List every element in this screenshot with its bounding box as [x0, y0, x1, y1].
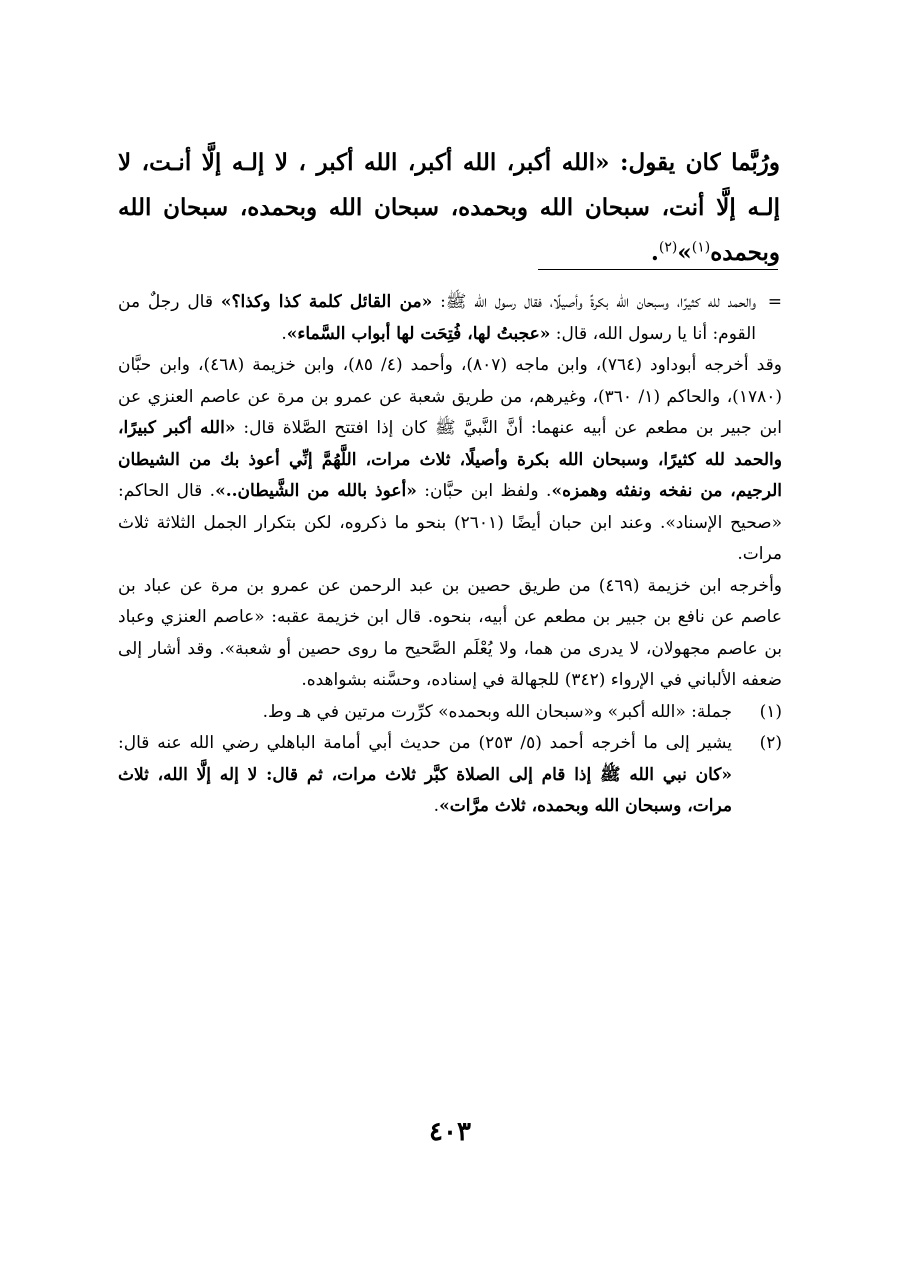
page-number: ٤٠٣ — [429, 1117, 471, 1147]
footnote-continuation-paragraph-3: وأخرجه ابن خزيمة (٤٦٩) من طريق حصين بن عبد الرحمن عن عمرو بن مرة عن عباد بن عاصم عن نافع بن جبير بن مطعم عن أبيه، بنحوه. قال ابن خزيمة عقبه: «عاصم العنزي وعباد بن عاصم مجهولان، لا يدرى من هما، ولا يُعْلَم الصَّحيح ما روى حصين أو شعبة». وقد أشار إلى ضعفه الألباني في الإرواء (٣٤٢) للجهالة في إسناده، وحسَّنه بشواهده. — [118, 575, 782, 690]
footnote-continuation-paragraph-2 — [118, 350, 782, 571]
footnote-separator — [538, 269, 778, 270]
main-text-end: . — [650, 239, 659, 266]
cont-p1-b: «من القائل كلمة كذا وكذا؟» — [220, 292, 433, 312]
footnote-ref-2: (٢) — [658, 239, 678, 256]
cont-p2-e: . قال الحاكم: «صحيح الإسناد». وعند ابن حبان أيضًا (٢٦٠١) بنحو ما ذكروه، لكن بتكرار الجمل الثلاثة ثلاث مرات. — [118, 481, 782, 564]
cont-p1-e: . — [281, 323, 287, 344]
cont-p1-a: والحمد لله كثيرًا، وسبحان الله بكرةً وأصيلًا، فقال رسول الله ﷺ: — [432, 292, 757, 312]
cont-p2-b: «الله أكبر كبيرًا، والحمد لله كثيرًا، وسبحان الله بكرة وأصيلًا، ثلاث مرات، اللَّهُمَّ إنِّي أعوذ بك من الشيطان الرجيم، من نفخه ونفثه وهمزه» — [118, 418, 783, 501]
footnote-2-text-b: «كان نبي الله ﷺ إذا قام إلى الصلاة كبَّر ثلاث مرات، ثم قال: لا إله إلَّا الله، ثلاث مرات، وسبحان الله وبحمده، ثلاث مرَّات» — [118, 764, 732, 816]
continuation-marker: = — [767, 292, 782, 312]
cont-p2-a: وقد أخرجه أبوداود (٧٦٤)، وابن ماجه (٨٠٧)، وأحمد (٤/ ٨٥)، وابن خزيمة (٤٦٨)، وابن حبَّان (١٧٨٠)، والحاكم (١/ ٣٦٠)، وغيرهم، من طريق شعبة عن عمرو بن مرة عن عاصم العنزي عن ابن جبير بن مطعم عن أبيه عنهما: أنَّ النَّبيَّ ﷺ كان إذا افتتح الصَّلاة قال: — [118, 355, 782, 438]
closing-quote: » — [677, 239, 692, 266]
footnote-2 — [118, 728, 782, 823]
cont-p1-c: قال رجلٌ من القوم: أنا يا رسول الله، قال: — [118, 292, 756, 344]
main-text-line-2: أنت، سبحان الله وبحمده، سبحان الله وبحمده، سبحان الله وبحمده — [118, 194, 780, 266]
cont-p2-c: . ولفظ ابن حبَّان: — [416, 481, 552, 501]
main-text-line-1: ورُبَّما كان يقول: «الله أكبر، الله أكبر، الله أكبر ، لا إلـه إلَّا أنـت، لا إلـه إلَّا — [118, 149, 781, 221]
footnote-1-number: (١) — [759, 701, 782, 722]
footnote-continuation-paragraph-1 — [118, 287, 782, 350]
footnote-2-text-c: . — [433, 796, 440, 816]
footnote-1-text: جملة: «الله أكبر» و«سبحان الله وبحمده» كرِّرت مرتين في هـ وط. — [262, 701, 732, 722]
footnote-2-text-a: يشير إلى ما أخرجه أحمد (٥/ ٢٥٣) من حديث أبي أمامة الباهلي رضي الله عنه قال: — [118, 733, 732, 753]
footnote-ref-1: (١) — [691, 239, 711, 256]
cont-p2-d: «أعوذ بالله من الشَّيطان..» — [215, 481, 417, 501]
footnote-1 — [118, 697, 782, 729]
main-text — [118, 140, 780, 275]
cont-p1-d: «عجبتُ لها، فُتِحَت لها أبواب السَّماء» — [286, 323, 551, 344]
footnotes — [118, 287, 782, 823]
footnote-2-number: (٢) — [759, 733, 782, 753]
